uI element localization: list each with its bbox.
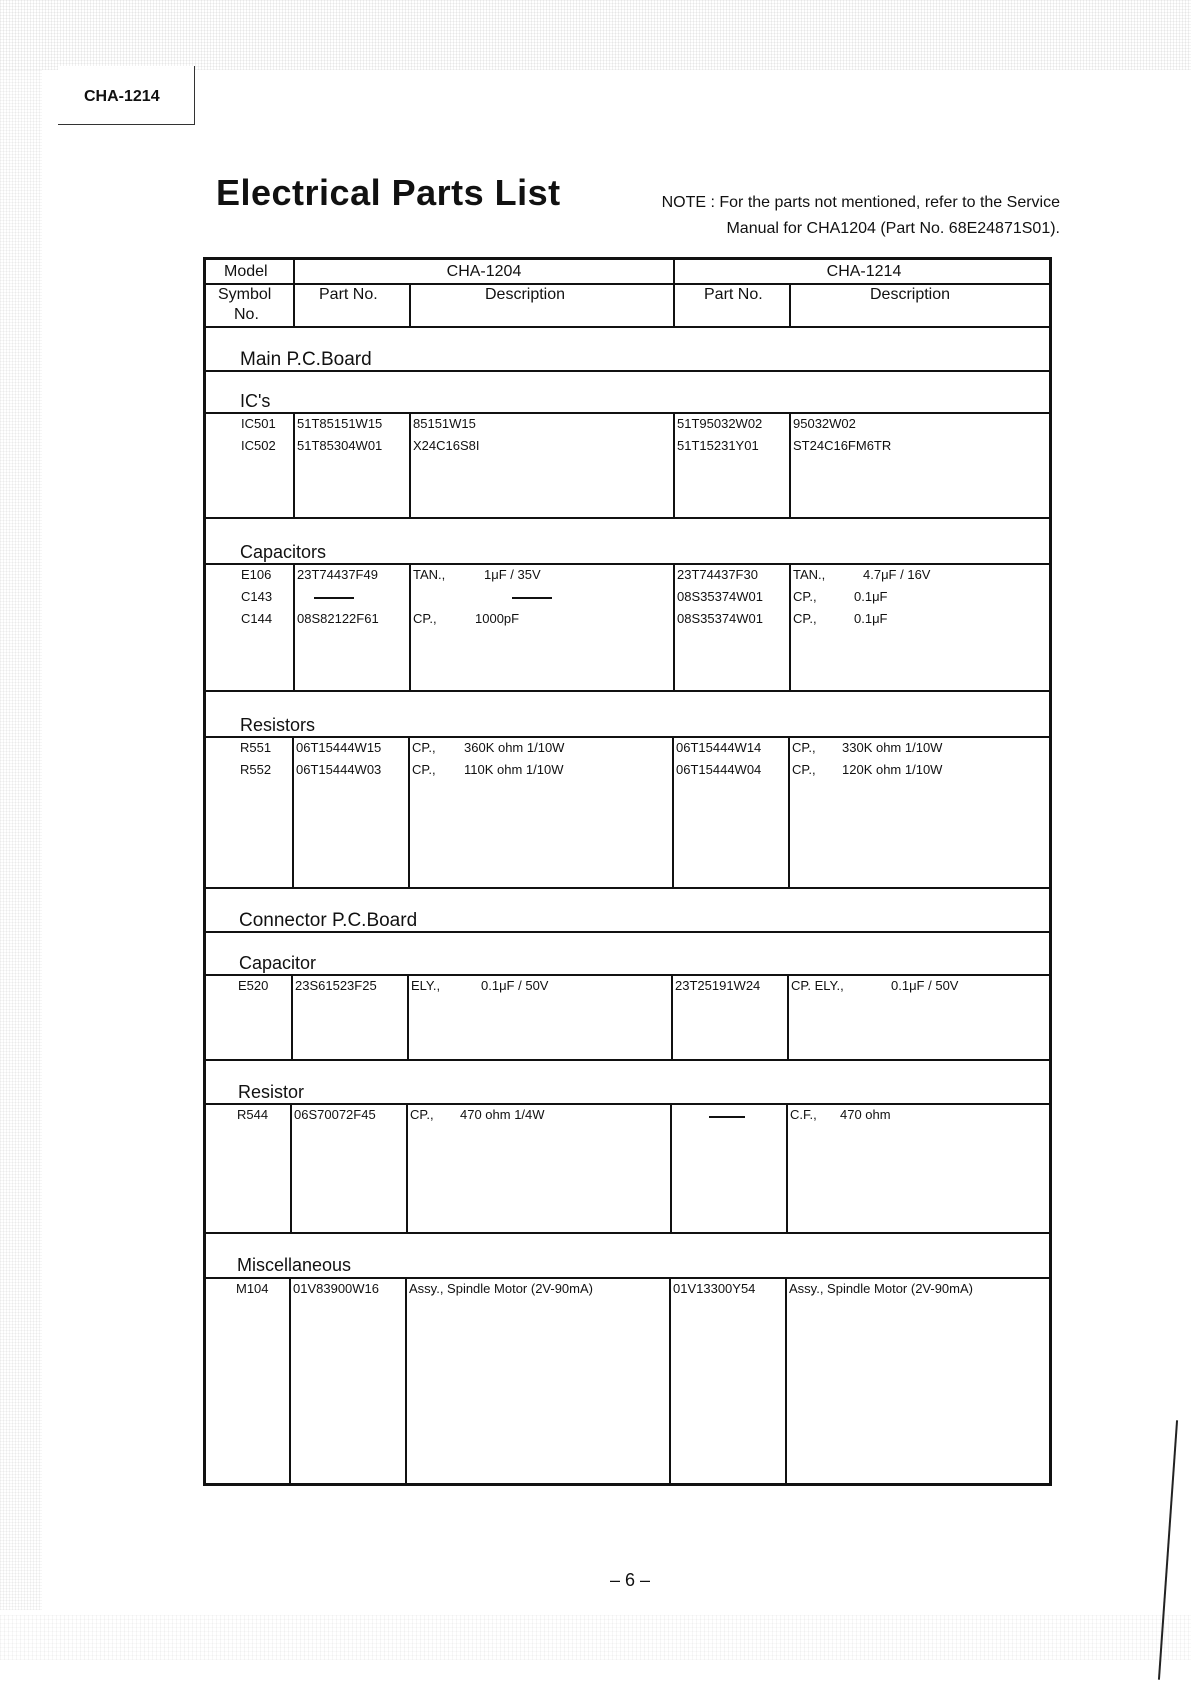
header-divider-line (206, 283, 1049, 285)
cell-part-b: 01V13300Y54 (673, 1281, 756, 1296)
col-line (293, 563, 295, 691)
cell-desc-a-type: TAN., (413, 567, 446, 582)
col-line (787, 974, 789, 1060)
col-line (669, 1277, 671, 1483)
cell-part-a: 51T85151W15 (297, 416, 383, 431)
header-model-a: CHA-1204 (446, 263, 522, 280)
cell-part-a: 06S70072F45 (294, 1107, 376, 1122)
cell-desc-b-type: CP., (792, 762, 816, 777)
group-capacitor-bottom-line (206, 1059, 1049, 1061)
cell-symbol: R551 (240, 740, 272, 755)
header-desc-a: Description (485, 286, 566, 303)
group-misc-top-line (206, 1277, 1049, 1279)
parts-table (203, 257, 1052, 1486)
header-symbol: Symbol (218, 286, 272, 303)
header-part-no-b: Part No. (704, 286, 763, 303)
section-main-board: Main P.C.Board (240, 349, 372, 370)
section-connector-board: Connector P.C.Board (239, 910, 418, 931)
col-line (670, 1103, 672, 1233)
group-resistors-top-line (206, 736, 1049, 738)
header-model: Model (224, 263, 268, 280)
page-title: Electrical Parts List (216, 172, 561, 213)
model-tab (58, 66, 195, 125)
cell-part-b: 23T25191W24 (675, 978, 761, 993)
note-line-2: Manual for CHA1204 (Part No. 68E24871S01). (726, 220, 1060, 237)
group-resistor-top-line (206, 1103, 1049, 1105)
col-line-desc-b (789, 283, 791, 328)
cell-desc-b-value: 0.1μF / 50V (891, 978, 959, 993)
cell-desc-b-value: 0.1μF (854, 611, 888, 626)
page-number: – 6 – (610, 1570, 651, 1590)
cell-part-a: 51T85304W01 (297, 438, 383, 453)
group-resistor-bottom-line (206, 1232, 1049, 1234)
cell-desc-a-value: 470 ohm 1/4W (460, 1107, 545, 1122)
cell-desc-b-type: CP. ELY., (791, 978, 844, 993)
col-line (293, 412, 295, 518)
cell-symbol: E520 (238, 978, 269, 993)
group-title-misc: Miscellaneous (237, 1255, 352, 1275)
col-line (788, 736, 790, 888)
group-title-capacitor: Capacitor (239, 953, 317, 973)
col-line (785, 1277, 787, 1483)
scan-texture-left (0, 70, 42, 1610)
group-capacitors-bottom-line (206, 690, 1049, 692)
cell-part-a: 06T15444W15 (296, 740, 382, 755)
cell-symbol: R544 (237, 1107, 269, 1122)
cell-desc-a-value: 1000pF (475, 611, 520, 626)
cell-part-b: 23T74437F30 (677, 567, 758, 582)
cell-desc-b: 95032W02 (793, 416, 856, 431)
col-line (292, 736, 294, 888)
cell-desc-a-type: CP., (410, 1107, 434, 1122)
cell-part-b: 51T95032W02 (677, 416, 763, 431)
header-model-b: CHA-1214 (826, 263, 902, 280)
group-title-capacitors: Capacitors (240, 542, 327, 562)
group-capacitor-top-line (206, 974, 1049, 976)
group-title-ics: IC's (240, 391, 271, 411)
model-tab-label: CHA-1214 (84, 88, 160, 105)
cell-desc-a-type: CP., (412, 740, 436, 755)
cell-desc-a-not-used-dash (512, 597, 552, 599)
cell-symbol: IC502 (241, 438, 276, 453)
cell-desc-a-value: 360K ohm 1/10W (464, 740, 565, 755)
cell-part-a: 01V83900W16 (293, 1281, 380, 1296)
header-symbol-no: No. (234, 306, 259, 323)
cell-symbol: C143 (241, 589, 273, 604)
col-line (672, 736, 674, 888)
header-desc-b: Description (870, 286, 951, 303)
cell-part-b: 51T15231Y01 (677, 438, 759, 453)
cell-desc-b-type: CP., (792, 740, 816, 755)
group-capacitors-top-line (206, 563, 1049, 565)
col-line (406, 1103, 408, 1233)
col-line-symbol (293, 260, 295, 328)
group-title-resistors: Resistors (240, 715, 316, 735)
cell-desc-a-value: 1μF / 35V (484, 567, 541, 582)
cell-part-b: 06T15444W04 (676, 762, 762, 777)
cell-symbol: M104 (236, 1281, 269, 1296)
cell-part-a-not-used-dash (314, 597, 354, 599)
cell-symbol: C144 (241, 611, 273, 626)
section-main-line (206, 370, 1049, 372)
cell-desc-a-value: 0.1μF / 50V (481, 978, 549, 993)
col-line (291, 974, 293, 1060)
cell-desc-a-type: CP., (413, 611, 437, 626)
cell-desc-b-value: 330K ohm 1/10W (842, 740, 943, 755)
col-line (673, 563, 675, 691)
cell-desc-b-type: TAN., (793, 567, 826, 582)
col-line (409, 563, 411, 691)
cell-part-a: 08S82122F61 (297, 611, 379, 626)
col-line (786, 1103, 788, 1233)
cell-desc-a-value: 110K ohm 1/10W (464, 762, 564, 777)
cell-part-b: 08S35374W01 (677, 589, 764, 604)
note-line-1: NOTE : For the parts not mentioned, refer to the Service (661, 194, 1060, 211)
cell-part-b: 08S35374W01 (677, 611, 764, 626)
cell-desc-b-value: 470 ohm (840, 1107, 891, 1122)
scan-texture-top (0, 0, 1191, 70)
cell-desc-b: ST24C16FM6TR (793, 438, 892, 453)
cell-part-a: 23T74437F49 (297, 567, 378, 582)
col-line-model-split (673, 260, 675, 328)
col-line (289, 1277, 291, 1483)
cell-desc-b-value: 4.7μF / 16V (863, 567, 931, 582)
cell-desc-b: Assy., Spindle Motor (2V-90mA) (789, 1281, 973, 1296)
group-ics-top-line (206, 412, 1049, 414)
cell-desc-b-value: 120K ohm 1/10W (842, 762, 943, 777)
group-ics-bottom-line (206, 517, 1049, 519)
col-line (789, 412, 791, 518)
col-line (409, 412, 411, 518)
cell-symbol: R552 (240, 762, 272, 777)
cell-symbol: E106 (241, 567, 272, 582)
note (620, 190, 1060, 242)
cell-desc-a: Assy., Spindle Motor (2V-90mA) (409, 1281, 593, 1296)
cell-part-b: 06T15444W14 (676, 740, 762, 755)
cell-part-a: 06T15444W03 (296, 762, 382, 777)
cell-desc-a-type: ELY., (411, 978, 441, 993)
cell-desc-b-type: CP., (793, 611, 817, 626)
col-line (290, 1103, 292, 1233)
col-line-desc-a (409, 283, 411, 328)
cell-desc-a-type: CP., (412, 762, 436, 777)
col-line (789, 563, 791, 691)
group-resistors-bottom-line (206, 887, 1049, 889)
cell-desc-a: X24C16S8I (413, 438, 480, 453)
col-line (671, 974, 673, 1060)
group-title-resistor: Resistor (238, 1082, 305, 1102)
scan-texture-bottom (0, 1615, 1191, 1660)
col-line (673, 412, 675, 518)
cell-desc-a: 85151W15 (413, 416, 476, 431)
cell-part-a: 23S61523F25 (295, 978, 377, 993)
cell-desc-b-value: 0.1μF (854, 589, 888, 604)
header-part-no-a: Part No. (319, 286, 378, 303)
header-bottom-line (206, 326, 1049, 328)
col-line (408, 736, 410, 888)
col-line (405, 1277, 407, 1483)
cell-part-b-not-used-dash (709, 1116, 745, 1118)
section-connector-line (206, 931, 1049, 933)
cell-desc-b-type: CP., (793, 589, 817, 604)
cell-desc-b-type: C.F., (790, 1107, 817, 1122)
cell-symbol: IC501 (241, 416, 276, 431)
col-line (407, 974, 409, 1060)
